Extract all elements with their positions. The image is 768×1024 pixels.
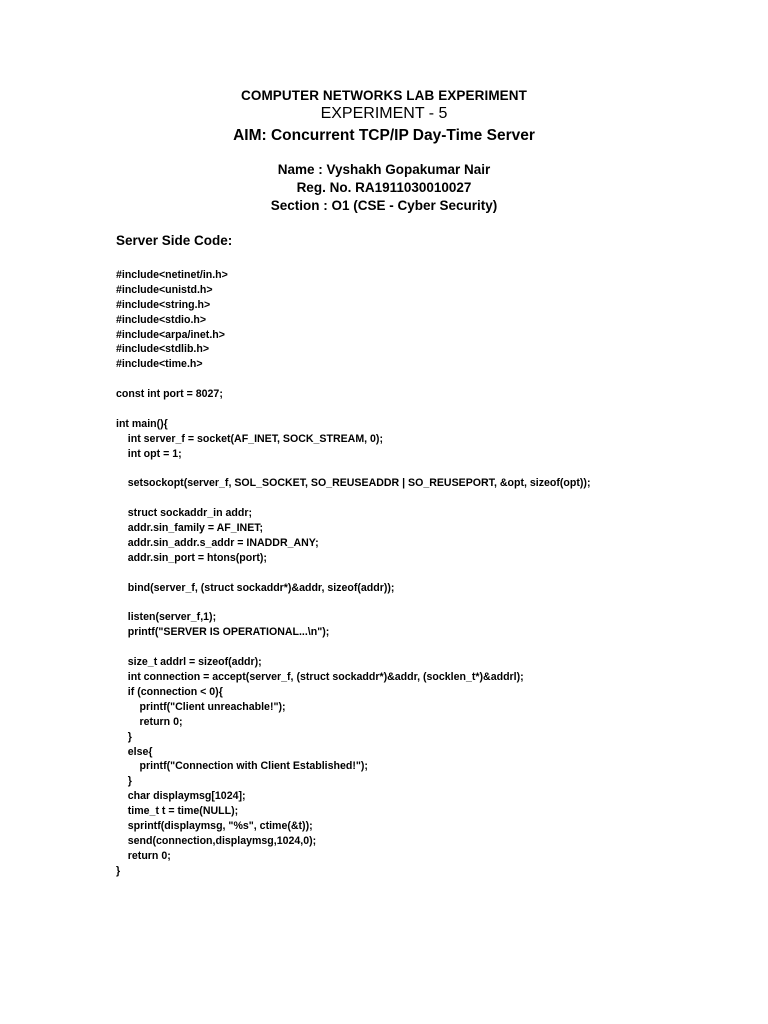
code-line: printf("SERVER IS OPERATIONAL...\n"); bbox=[116, 626, 330, 639]
code-line: } bbox=[116, 775, 132, 788]
code-line bbox=[116, 596, 736, 611]
code-line bbox=[116, 491, 736, 506]
code-line bbox=[116, 640, 736, 655]
code-line: listen(server_f,1); bbox=[116, 611, 217, 624]
code-line: bind(server_f, (struct sockaddr*)&addr, sizeof(addr)); bbox=[116, 581, 395, 594]
student-reg-no: Reg. No. RA1911030010027 bbox=[296, 180, 472, 195]
code-line: } bbox=[116, 730, 132, 743]
code-line: printf("Connection with Client Established!"); bbox=[116, 760, 368, 773]
code-line: #include<unistd.h> bbox=[116, 283, 213, 296]
server-code-heading: Server Side Code: bbox=[116, 233, 233, 248]
code-line: } bbox=[116, 864, 121, 877]
code-line: addr.sin_port = htons(port); bbox=[116, 551, 267, 564]
code-line: int main(){ bbox=[116, 417, 168, 430]
code-line: time_t t = time(NULL); bbox=[116, 805, 239, 818]
code-line: if (connection < 0){ bbox=[116, 685, 223, 698]
code-line: int connection = accept(server_f, (struct sockaddr*)&addr, (socklen_t*)&addrl); bbox=[116, 671, 524, 684]
code-line: addr.sin_addr.s_addr = INADDR_ANY; bbox=[116, 537, 319, 550]
code-line: const int port = 8027; bbox=[116, 388, 223, 401]
lab-title: COMPUTER NETWORKS LAB EXPERIMENT bbox=[241, 88, 527, 103]
server-code-block bbox=[116, 268, 736, 879]
code-line: setsockopt(server_f, SOL_SOCKET, SO_REUSEADDR | SO_REUSEPORT, &opt, sizeof(opt)); bbox=[116, 477, 591, 490]
code-line: #include<netinet/in.h> bbox=[116, 269, 228, 281]
code-line: int opt = 1; bbox=[116, 447, 182, 460]
code-line: printf("Client unreachable!"); bbox=[116, 700, 286, 713]
code-line: #include<stdio.h> bbox=[116, 313, 207, 326]
code-line: return 0; bbox=[116, 849, 171, 862]
code-line: struct sockaddr_in addr; bbox=[116, 507, 252, 520]
code-line: addr.sin_family = AF_INET; bbox=[116, 522, 264, 535]
aim-title: AIM: Concurrent TCP/IP Day-Time Server bbox=[233, 127, 535, 144]
code-line: send(connection,displaymsg,1024,0); bbox=[116, 834, 317, 847]
experiment-number: EXPERIMENT - 5 bbox=[320, 105, 448, 122]
student-section: Section : O1 (CSE - Cyber Security) bbox=[270, 198, 498, 213]
code-line: return 0; bbox=[116, 715, 183, 728]
code-line: #include<arpa/inet.h> bbox=[116, 328, 225, 341]
code-line: else{ bbox=[116, 745, 153, 758]
student-name: Name : Vyshakh Gopakumar Nair bbox=[277, 162, 491, 177]
code-line bbox=[116, 462, 736, 477]
code-line: #include<string.h> bbox=[116, 298, 211, 311]
code-line bbox=[116, 372, 736, 387]
code-line: #include<stdlib.h> bbox=[116, 343, 210, 356]
code-line bbox=[116, 402, 736, 417]
code-line bbox=[116, 566, 736, 581]
code-line: sprintf(displaymsg, "%s", ctime(&t)); bbox=[116, 819, 313, 832]
code-line: size_t addrl = sizeof(addr); bbox=[116, 656, 262, 669]
code-line: int server_f = socket(AF_INET, SOCK_STREAM, 0); bbox=[116, 432, 383, 445]
code-line: char displaymsg[1024]; bbox=[116, 790, 246, 803]
code-line: #include<time.h> bbox=[116, 358, 203, 371]
